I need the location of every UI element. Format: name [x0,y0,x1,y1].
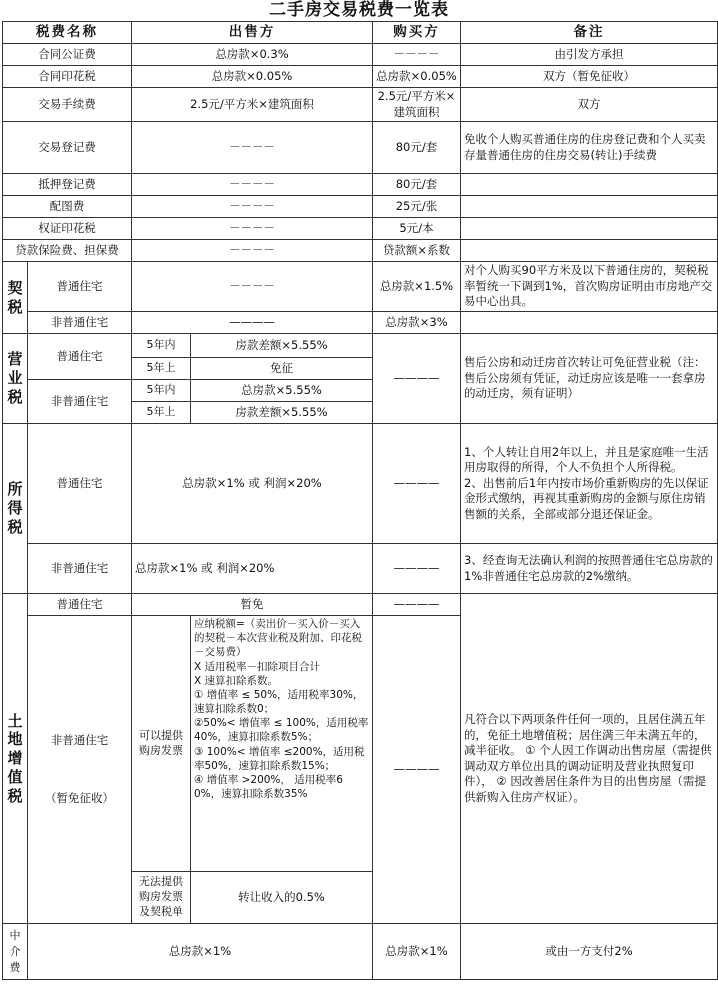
remark-cell: 由引发方承担 [461,44,718,66]
table-row [3,218,718,240]
period-cell: 5年上 [132,358,191,380]
seller-cell: －－－－ [132,122,373,174]
business-tax-label: 营业税 [3,334,28,424]
header-buyer: 购买方 [373,22,461,44]
row-name: 普通住宅 [28,262,132,312]
row-name: 交易手续费 [3,88,132,122]
formula-line: ① 增值率 ≤ 50%，适用税率30%，速算扣除系数0； [194,688,364,716]
page-title: 二手房交易税费一览表 [269,0,449,20]
seller-cell: －－－－ [132,262,373,312]
buyer-cell: 总房款×0.05% [373,66,461,88]
row-name: 权证印花税 [3,218,132,240]
row-name: 抵押登记费 [3,174,132,196]
seller-cell: 房款差额×5.55% [191,334,373,358]
buyer-cell: 总房款×3% [373,312,461,334]
row-name: 非普通住宅 [28,544,132,594]
seller-cell: 总房款×0.05% [132,66,373,88]
table-row [3,66,718,88]
buyer-cell: ———— [373,424,461,544]
invoice-label: 可以提供购房发票 [132,616,191,872]
row-name: 配图费 [3,196,132,218]
no-invoice-label: 无法提供购房发票及契税单 [132,872,191,924]
buyer-cell: 80元/套 [373,122,461,174]
remark-cell [461,312,718,334]
remark-line: 2、出售前后1年内按市场价重新购房的先以保证金形式缴纳，再视其重新购房的金额与原住房销售额的关系，全部或部分退还保证金。 [464,475,709,521]
deed-tax-label: 契税 [3,262,28,334]
formula-line: ④ 增值率 >200%， 适用税率60%，速算扣除系数35% [194,773,343,801]
buyer-cell: ———— [373,334,461,424]
formula-cell [191,616,373,872]
remark-cell: 凡符合以下两项条件任何一项的，且居住满五年的，免征土地增值税；居住满三年未满五年的，减半征收。 ① 个人因工作调动出售房屋（需提供调动双方单位出具的调动证明及营业执照复印件）， ② 因改善居住条件为目的出售房屋（需提供新购入住房产权证）。 [461,594,718,924]
buyer-cell: 2.5元/平方米×建筑面积 [373,88,461,122]
buyer-cell: 25元/张 [373,196,461,218]
header-fee-name: 税费名称 [3,22,132,44]
header-remark: 备注 [461,22,718,44]
remark-cell: 对个人购买90平方米及以下普通住房的，契税税率暂统一下调到1%，首次购房证明由市房地产交易中心出具。 [461,262,718,312]
seller-cell: 总房款×1% 或 利润×20% [132,544,373,594]
remark-cell: 双方 [461,88,718,122]
header-seller: 出售方 [132,22,373,44]
income-tax-label: 所得税 [3,424,28,594]
seller-cell: －－－－ [132,174,373,196]
formula-line: ③ 100%< 增值率 ≤200%，适用税率50%，速算扣除系数15%； [194,745,365,772]
buyer-cell: 80元/套 [373,174,461,196]
row-name: 普通住宅 [28,594,132,616]
buyer-cell: 5元/本 [373,218,461,240]
remark-cell [461,218,718,240]
buyer-cell: 贷款额×系数 [373,240,461,262]
row-name: 非普通住宅 [28,380,132,424]
seller-cell: ———— [132,312,373,334]
buyer-cell: ———— [373,616,461,924]
tax-fee-table [2,21,718,980]
row-name: 普通住宅 [28,424,132,544]
header-row [3,22,718,44]
seller-cell: 2.5元/平方米×建筑面积 [132,88,373,122]
buyer-cell: －－－－ [373,44,461,66]
period-cell: 5年内 [132,380,191,402]
formula-line: ②50%< 增值率 ≤ 100%，适用税率40%，速算扣除系数5%； [194,717,369,744]
remark-cell: 售后公房和动迁房首次转让可免征营业税（注：售后公房须有凭证，动迁房应该是唯一一套拿房的动迁房，须有证明） [461,334,718,424]
seller-cell: 房款差额×5.55% [191,402,373,424]
row-name [28,616,132,924]
table-row [3,44,718,66]
non-ordinary-label: 非普通住宅 [50,733,109,748]
buyer-cell: ———— [373,544,461,594]
seller-cell: 免征 [191,358,373,380]
seller-cell: 总房款×1% 或 利润×20% [132,424,373,544]
remark-cell: 免收个人购买普通住房的住房登记费和个人买卖存量普通住房的住房交易(转让)手续费 [461,122,718,174]
exempt-note: （暂免征收） [45,790,114,805]
row-name: 合同公证费 [3,44,132,66]
remark-cell [461,174,718,196]
formula-line: 应纳税额=（卖出价－买入价－买入的契税－本次营业税及附加、印花税－交易费） [194,618,362,659]
buyer-cell: ———— [373,594,461,616]
seller-cell: 总房款×0.3% [132,44,373,66]
row-name: 贷款保险费、担保费 [3,240,132,262]
row-name: 交易登记费 [3,122,132,174]
remark-line: 1、个人转让自用2年以上，并且是家庭唯一生活用房取得的所得，个人不负担个人所得税。 [464,444,709,475]
seller-cell: 转让收入的0.5% [191,872,373,924]
seller-cell: 总房款×5.55% [191,380,373,402]
business-tax-row [3,334,718,358]
period-cell: 5年上 [132,402,191,424]
remark-cell [461,196,718,218]
table-row [3,174,718,196]
seller-cell: －－－－ [132,218,373,240]
buyer-cell: 总房款×1.5% [373,262,461,312]
remark-cell: 3、经查询无法确认利润的按照普通住宅总房款的1%非普通住宅总房款的2%缴纳。 [461,544,718,594]
agency-fee-row [3,924,718,980]
table-row [3,196,718,218]
formula-line: X 适用税率－扣除项目合计 [194,660,321,673]
seller-cell: －－－－ [132,196,373,218]
income-tax-row [3,544,718,594]
row-name: 合同印花税 [3,66,132,88]
seller-cell: －－－－ [132,240,373,262]
table-row [3,122,718,174]
seller-cell: 暂免 [132,594,373,616]
income-tax-row [3,424,718,544]
seller-cell: 总房款×1% [28,924,373,980]
table-row [3,240,718,262]
remark-cell [461,240,718,262]
deed-tax-non-ordinary-row [3,312,718,334]
period-cell: 5年内 [132,334,191,358]
land-tax-row [3,594,718,616]
remark-cell [461,424,718,544]
deed-tax-ordinary-row [3,262,718,312]
buyer-cell: 总房款×1% [373,924,461,980]
row-name: 普通住宅 [28,334,132,380]
remark-cell: 或由一方支付2% [461,924,718,980]
formula-line: X 速算扣除系数。 [194,674,279,687]
agency-fee-label: 中介费 [3,924,28,980]
remark-cell: 双方（暂免征收） [461,66,718,88]
table-row [3,88,718,122]
row-name: 非普通住宅 [28,312,132,334]
land-tax-label: 土地增值税 [3,594,28,924]
